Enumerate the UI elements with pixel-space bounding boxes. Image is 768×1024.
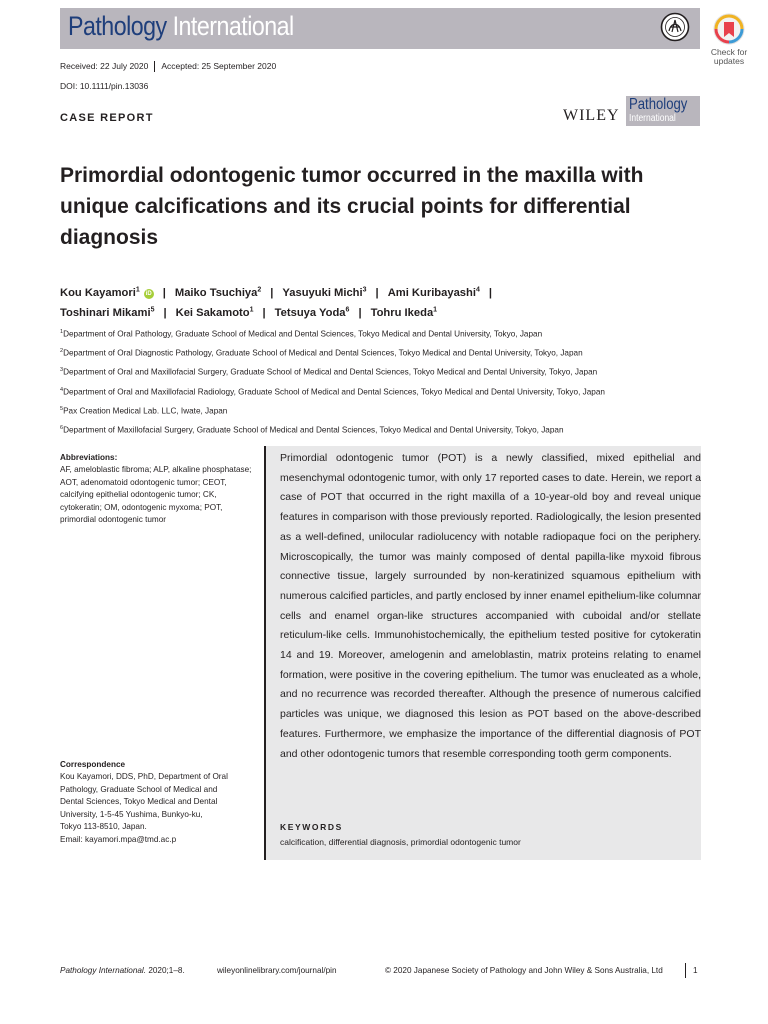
footer-copyright: © 2020 Japanese Society of Pathology and John Wiley & Sons Australia, Ltd [385, 966, 663, 975]
affiliation-item: $^5$Pax Creation Medical Lab. LLC, Iwate, Japan [60, 405, 228, 416]
affiliation-item: $^4$Department of Oral and Maxillofacial Radiology, Graduate School of Medical and Dental Sciences, Tokyo Medical and Dental University, Tokyo, Japan [60, 386, 605, 397]
received-date: Received: 22 July 2020 [60, 61, 149, 71]
abstract-rule [264, 446, 266, 860]
author-name[interactable]: Yasuyuki Michi$^3$ [282, 286, 367, 299]
article-dates [60, 61, 276, 72]
keywords-heading: KEYWORDS [280, 822, 343, 832]
affiliation-item: $^3$Department of Oral and Maxillofacial Surgery, Graduate School of Medical and Dental Sciences, Tokyo Medical and Dental University, Tokyo, Japan [60, 367, 598, 378]
journal-name-part2: International [172, 11, 294, 41]
affiliation-item: $^2$Department of Oral Diagnostic Pathology, Graduate School of Medical and Dental Sciences, Tokyo Medical and Dental University, Tokyo, Japan [60, 348, 583, 358]
correspondence-line: Tokyo 113-8510, Japan. [60, 822, 147, 832]
correspondence-line: Pathology, Graduate School of Medical and [60, 784, 218, 794]
affiliations [60, 324, 720, 439]
keywords-text: calcification, differential diagnosis, primordial odontogenic tumor [280, 837, 521, 847]
accepted-date: Accepted: 25 September 2020 [161, 61, 277, 71]
check-for-updates-label: Check for updates [710, 47, 748, 66]
page-number: 1 [693, 966, 698, 975]
date-separator [154, 61, 155, 72]
abstract-text: Primordial odontogenic tumor (POT) is a newly classified, mixed epithelial and mesenchymal odontogenic tumor, with only 17 reported cases to date. Herein, we report a case of POT that occurred in the right maxilla of a 10-year-old boy and reveal unique features in comparison with those previously reported. Radiologically, the lesion presented as a well-defined, unilocular radiolucency with notable radiopaque foci on the periphery. Microscopically, the tumor was mainly composed of dental papilla-like myxoid fibrous connective tissue, largely surrounded by non-keratinized squamous epithelium with numerous calcified particles, and partly enclosed by inner enamel epithelium-like columnar cells and enamel organ-like structures accompanied with cuboidal and/or stellate reticulum-like cells. Immunohistochemically, the epithelium tested positive for cytokeratin 14 and 19. Moreover, amelogenin and ameloblastin, matrix proteins relating to enamel formation, were positive in the covering epithelium. The tumor was enucleated as a whole, and no recurrence was recorded thereafter. Although the presence of numerous calcified particles was unique, we diagnosed this lesion as POT based on the above-described features. Furthermore, we emphasize the importance of the differential diagnosis of POT and other odontogenic tumors that resemble corresponding tooth germ components. [280, 452, 701, 760]
author-name[interactable]: Kei Sakamoto$^1$ [175, 306, 254, 320]
mini-logo-bottom: International [629, 113, 676, 124]
article-type: CASE REPORT [60, 112, 154, 124]
affiliation-item: $^1$Department of Oral Pathology, Graduate School of Medical and Dental Sciences, Tokyo Medical and Dental University, Tokyo, Japan [60, 329, 543, 339]
publisher-logo: WILEY [563, 107, 620, 124]
footer-divider [685, 963, 686, 978]
author-name[interactable]: Kou Kayamori$^1$ [60, 286, 140, 299]
author-name[interactable]: Ami Kuribayashi$^4$ [387, 286, 480, 299]
abbreviations-text: AF, ameloblastic fibroma; ALP, alkaline phosphatase; AOT, adenomatoid odontogenic tumor; CEOT, calcifying epithelial odontogenic tumor; CK, cytokeratin; OM, odontogenic myxoma; POT, primordial odontogenic tumor [60, 465, 252, 525]
correspondence-email[interactable]: Email: kayamori.mpa@tmd.ac.p [60, 834, 177, 844]
footer-journal: Pathology International. 2020;1–8. [60, 966, 185, 975]
author-name[interactable]: Toshinari Mikami$^5$ [60, 306, 155, 320]
check-for-updates-icon [706, 12, 752, 48]
journal-banner [60, 8, 700, 49]
affiliation-item: $^6$Department of Maxillofacial Surgery, Graduate School of Medical and Dental Sciences, Tokyo Medical and Dental University, Tokyo, Japan [60, 425, 564, 435]
journal-name [68, 11, 294, 42]
correspondence-heading: Correspondence [60, 760, 126, 769]
doi-link[interactable]: DOI: 10.1111/pin.13036 [60, 81, 149, 91]
author-list: Kou Kayamori$^1$iD | Maiko Tsuchiya$^2$ | Yasuyuki Michi$^3$ | Ami Kuribayashi$^4$ | Toshinari Mikami$^5$ | Kei Sakamoto$^1$ | Tetsuya Yoda$^6$ | Tohru Ikeda$^1$ [60, 286, 493, 320]
mini-logo-top: Pathology [629, 96, 688, 113]
footer-url[interactable]: wileyonlinelibrary.com/journal/pin [217, 966, 337, 975]
journal-name-part1: Pathology [68, 11, 167, 41]
author-name[interactable]: Tohru Ikeda$^1$ [370, 306, 438, 320]
correspondence-line: Kou Kayamori, DDS, PhD, Department of Oral [60, 772, 228, 781]
check-for-updates-button[interactable] [706, 12, 752, 72]
society-seal-icon [660, 12, 690, 42]
journal-mini-logo [626, 96, 700, 126]
orcid-icon[interactable]: iD [145, 290, 152, 297]
correspondence-text [60, 771, 260, 847]
correspondence-line: Dental Sciences, Tokyo Medical and Dental [60, 797, 218, 807]
correspondence-line: University, 1-5-45 Yushima, Bunkyo-ku, [60, 809, 203, 819]
abbreviations-heading: Abbreviations: [60, 453, 118, 462]
article-title: Primordial odontogenic tumor occurred in the maxilla with unique calcifications and its crucial points for differential diagnosis [60, 164, 644, 249]
author-name[interactable]: Maiko Tsuchiya$^2$ [174, 286, 262, 299]
author-name[interactable]: Tetsuya Yoda$^6$ [274, 306, 350, 320]
